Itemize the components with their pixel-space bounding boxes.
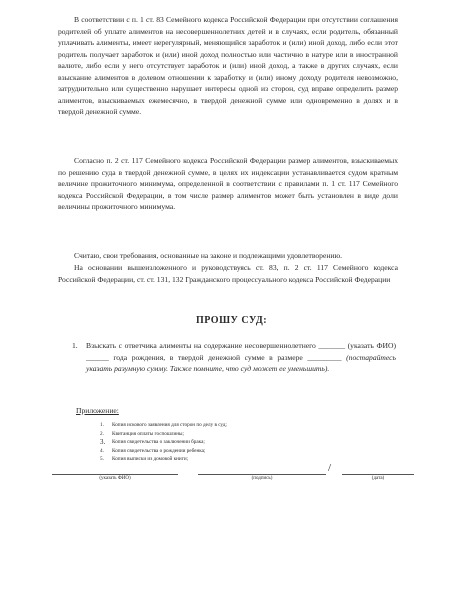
attachment-number: 2. (100, 430, 104, 437)
date-signature-line (342, 474, 414, 475)
sign-signature-line (198, 474, 326, 475)
attachment-text: Квитанция оплаты госпошлины; (112, 430, 184, 437)
attachment-number: 4. (100, 447, 104, 454)
attachments-heading: Приложение: (76, 406, 119, 415)
date-signature-label: (дата) (371, 476, 385, 481)
name-signature-line (52, 474, 178, 475)
request-note: (постарайтесь указать разумную сумму. Также помните, что суд может ее уменьшить). (86, 352, 396, 373)
sign-signature-label: (подпись) (251, 476, 273, 481)
attachment-item (100, 430, 360, 439)
paragraph-legal-basis-2: Согласно п. 2 ст. 117 Семейного кодекса Российской Федерации размер алиментов, взыскиваемых по решению суда в твердой денежной сумме, в целях их индексации устанавливается судом кратным величине прожиточного минимума, определенной в соответствии с правилами п. 1 ст. 117 Семейного кодекса Российской Федерации, в том числе размер алиментов может быть установлен в виде доли величины прожиточного минимума. (58, 156, 398, 211)
signature-slash: / (328, 462, 332, 474)
paragraph-1-block (58, 14, 398, 118)
attachment-number: 1. (100, 422, 104, 428)
request-item (72, 340, 396, 375)
attachment-item (100, 455, 360, 464)
request-text: Взыскать с ответчика алименты на содержание несовершеннолетнего _______ (указать ФИО) ______ года рождения, в твердой денежной сумме в размере _________ (86, 341, 396, 362)
attachment-number: 3. (100, 438, 106, 447)
paragraph-4-block (58, 262, 398, 285)
attachment-text: Копия свидетельства о рождении ребенка; (112, 447, 206, 454)
request-text-block (86, 340, 396, 375)
request-title: ПРОШУ СУД: (195, 315, 268, 326)
paragraph-2-block (58, 155, 398, 213)
request-number: 1. (72, 341, 78, 350)
attachment-text: Копия выписки из домовой книги; (112, 456, 189, 463)
paragraph-3-block (58, 250, 398, 262)
attachment-number: 5. (100, 456, 104, 463)
attachments-list (100, 421, 360, 464)
attachment-item (100, 421, 360, 430)
attachment-text: Копия искового заявления для сторон по делу в суд; (112, 422, 227, 428)
attachment-item (100, 438, 360, 447)
name-signature-label: (указать ФИО) (99, 476, 131, 481)
paragraph-grounds: На основании вышеизложенного и руководствуясь ст. 83, п. 2 ст. 117 Семейного кодекса Российской Федерации, ст. ст. 131, 132 Гражданского процессуального кодекса Российской Федерации (58, 263, 398, 284)
attachment-item (100, 447, 360, 456)
attachment-text: Копия свидетельства о заключении брака; (112, 439, 205, 446)
paragraph-claims-justified: Считаю, свои требования, основанные на законе и подлежащими удовлетворению. (74, 251, 343, 260)
paragraph-legal-basis-1: В соответствии с п. 1 ст. 83 Семейного кодекса Российской Федерации при отсутствии соглашения родителей об уплате алиментов на несовершеннолетних детей и в случаях, если родитель, обязанный уплачивать алименты, имеет нерегулярный, меняющийся заработок и (или) иной доход, либо если этот родитель получает заработок и (или) иной доход полностью или частично в натуре или в иностранной валюте, либо если у него отсутствует заработок и (или) иной доход, а также в других случаях, если взыскание алиментов в долевом отношении к заработку и (или) иному доходу родителя невозможно, затруднительно или существенно нарушает интересы одной из сторон, суд вправе определить размер алиментов, взыскиваемых ежемесячно, в твердой денежной сумме или одновременно в долях и в твердой денежной сумме. (58, 15, 398, 116)
